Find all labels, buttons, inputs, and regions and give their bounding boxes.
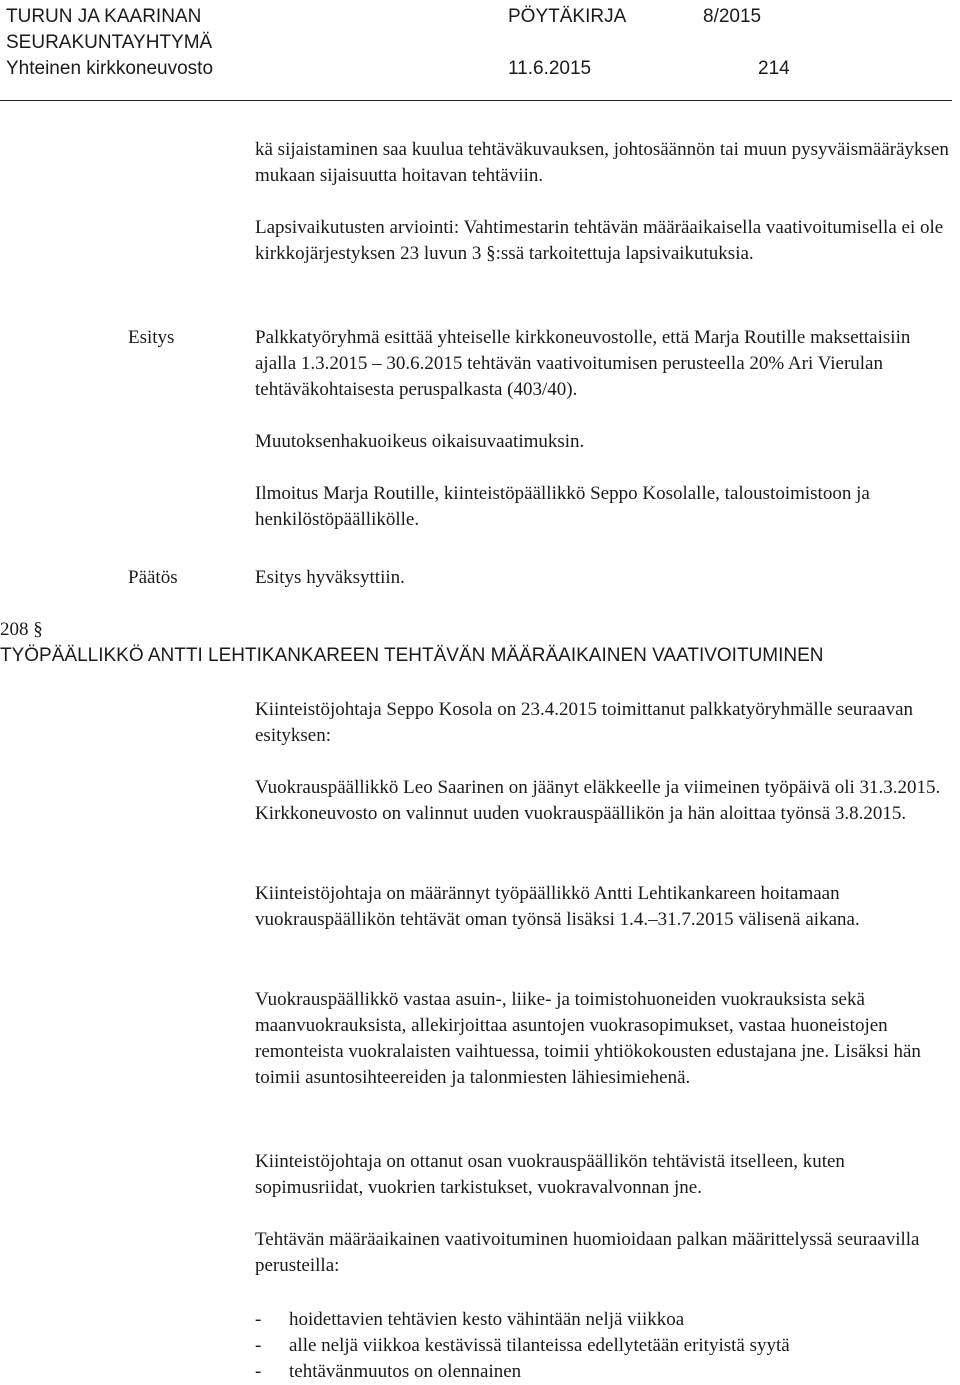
paatos-label: Päätös xyxy=(128,567,178,588)
section-intro: Kiinteistöjohtaja Seppo Kosola on 23.4.2015 toimittanut palkkatyöryhmälle seuraavan esityksen: xyxy=(255,699,914,746)
prev-paragraph-1: kä sijaistaminen saa kuulua tehtäväkuvauksen, johtosäännön tai muun pysyväismääräyksen mukaan sijaisuutta hoitavan tehtäviin. xyxy=(255,139,949,186)
prev-paragraph-2: Lapsivaikutusten arviointi: Vahtimestarin tehtävän määräaikaisella vaativoitumisella ei ole kirkkojärjestyksen 23 luvun 3 §:ssä tarkoitettuja lapsivaikutuksia. xyxy=(255,217,944,264)
list-item: - hoidettavien tehtävien kesto vähintään neljä viikkoa xyxy=(255,1309,685,1330)
doc-number: 8/2015 xyxy=(703,6,762,27)
section-paragraph-4: Kiinteistöjohtaja on ottanut osan vuokrauspäällikön tehtävistä itselleen, kuten sopimusriidat, vuokrien tarkistukset, vuokravalvonnan jne. xyxy=(255,1151,845,1198)
header-rule xyxy=(0,100,952,101)
criteria-list xyxy=(255,1307,955,1385)
doc-type: PÖYTÄKIRJA xyxy=(508,6,627,27)
section-title: TYÖPÄÄLLIKKÖ ANTTI LEHTIKANKAREEN TEHTÄVÄN MÄÄRÄAIKAINEN VAATIVOITUMINEN xyxy=(0,645,824,666)
section-paragraph-3: Vuokrauspäällikkö vastaa asuin-, liike- ja toimistohuoneiden vuokrauksista sekä maanvuokrauksista, allekirjoittaa asuntojen vuokrasopimukset, vastaa huoneistojen remonteista vuokralaisten vaihtuessa, toimii yhtiökokousten edustajana jne. Lisäksi hän toimii asuntosihteereiden ja talonmiesten lähiesimiehenä. xyxy=(255,989,921,1088)
esitys-text: Palkkatyöryhmä esittää yhteiselle kirkkoneuvostolle, että Marja Routille maksettaisiin ajalla 1.3.2015 – 30.6.2015 tehtävän vaativoitumisen perusteella 20% Ari Vierulan tehtäväkohtaisesta peruspalkasta (403/40). xyxy=(255,327,911,400)
org-name-line2: SEURAKUNTAYHTYMÄ xyxy=(6,32,213,53)
notification-note: Ilmoitus Marja Routille, kiinteistöpäällikkö Seppo Kosolalle, taloustoimistoon ja henkilöstöpäällikölle. xyxy=(255,483,870,530)
list-item: - tehtävänmuutos on olennainen xyxy=(255,1361,522,1382)
org-name-line1: TURUN JA KAARINAN xyxy=(6,6,202,27)
section-paragraph-2: Kiinteistöjohtaja on määrännyt työpäällikkö Antti Lehtikankareen hoitamaan vuokrauspäällikön tehtävät oman työnsä lisäksi 1.4.–31.7.2015 välisenä aikana. xyxy=(255,883,860,930)
section-paragraph-5: Tehtävän määräaikainen vaativoituminen huomioidaan palkan määrittelyssä seuraavilla perusteilla: xyxy=(255,1229,920,1276)
appeal-note: Muutoksenhakuoikeus oikaisuvaatimuksin. xyxy=(255,431,585,452)
meeting-body: Yhteinen kirkkoneuvosto xyxy=(6,58,214,79)
meeting-date: 11.6.2015 xyxy=(508,58,592,79)
esitys-label: Esitys xyxy=(128,327,175,348)
page-number: 214 xyxy=(758,58,790,79)
section-number: 208 § xyxy=(0,619,43,640)
paatos-text: Esitys hyväksyttiin. xyxy=(255,567,405,588)
section-paragraph-1: Vuokrauspäällikkö Leo Saarinen on jäänyt eläkkeelle ja viimeinen työpäivä oli 31.3.2015. Kirkkoneuvosto on valinnut uuden vuokrauspäällikön ja hän aloittaa työnsä 3.8.2015. xyxy=(255,777,941,824)
list-item: - alle neljä viikkoa kestävissä tilanteissa edellytetään erityistä syytä xyxy=(255,1335,790,1356)
